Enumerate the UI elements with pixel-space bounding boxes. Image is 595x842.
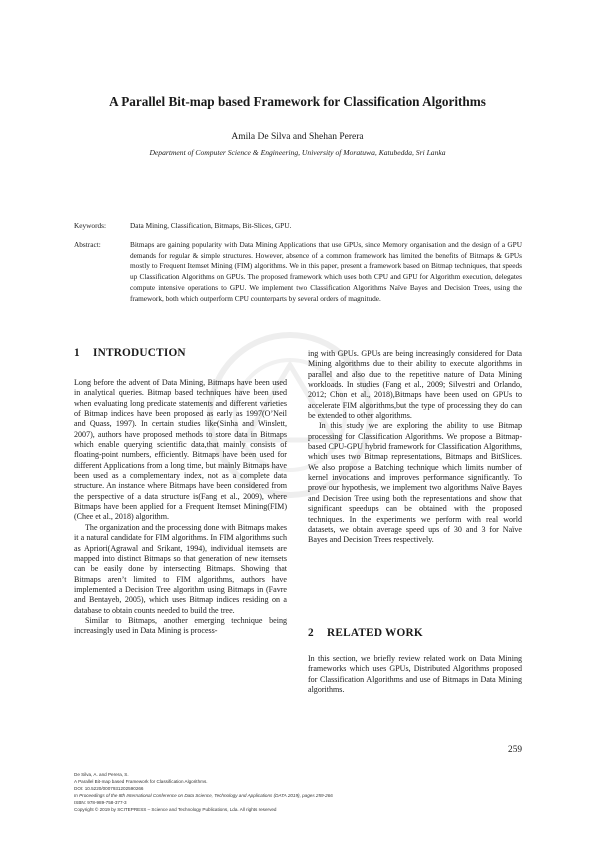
related-work-text xyxy=(308,654,522,695)
left-column xyxy=(74,378,287,637)
section-heading-related-work xyxy=(308,627,423,639)
footer-line: DOI: 10.5220/0007931202590266 xyxy=(74,786,144,792)
page-number: 259 xyxy=(508,745,522,755)
paragraph: Similar to Bitmaps, another emerging technique being increasingly used in Data Mining is process- xyxy=(74,615,287,636)
author-list: Amila De Silva and Shehan Perera xyxy=(231,132,364,142)
paragraph: In this study we are exploring the ability to use Bitmap processing for Classification Algorithms. We propose a Bitmap-based CPU-GPU hybrid framework for Classification Algorithms, which uses two Bitmap representations, Bitmaps and BitSlices. We also propose a Batching technique which limits number of kernel invocations and improves performance significantly. To prove our hypothesis, we implement two algorithms Naïve Bayes and Decision Tree using both the representations and show that significant speedups can be obtained with the proposed techniques. In the experiments we perform with real world datasets, we obtain average speed ups of 30 and 3 for Naïve Bayes and Decision Trees respectively. xyxy=(308,421,522,545)
paragraph: The organization and the processing done with Bitmaps makes it a natural candidate for FIM algorithms. In FIM algorithms such as Apriori(Agrawal and Srikant, 1994), individual itemsets are mapped into distinct Bitmaps so that generation of new itemsets can be easily done by intersecting Bitmaps. Showing that Bitmaps aren’t limited to FIM algorithms, authors have implemented a Decision Tree algorithm using Bitmaps in (Favre and Bentayeb, 2005), which uses Bitmap indices residing on a database to obtain counts needed to build the tree. xyxy=(74,522,287,615)
keywords-label: Keywords: xyxy=(74,221,107,230)
paragraph: Long before the advent of Data Mining, Bitmaps have been used in analytical queries. Bitmap based techniques have been used when evaluating long predicate statements and different varieties of Bitmap indices have been proposed as early as 1997(O’Neil and Quass, 1997). In certain studies like(Sinha and Winslett, 2007), authors have proposed methods to store data in Bitmaps which enable querying scientific data,that mainly consists of floating-point numbers, efficiently. Bitmaps have been used for different Applications from a long time, but mainly Bitmaps have been used as a complementary index, not as a complete data structure. An instance where Bitmaps have been considered from the perspective of a data structure is(Fang et al., 2009), where Bitmaps have been applied for a Frequent Itemset Mining(FIM)(Chee et al., 2018) algorithm. xyxy=(74,378,287,522)
keywords-text: Data Mining, Classification, Bitmaps, Bit-Slices, GPU. xyxy=(130,221,292,230)
section-number: 2 xyxy=(308,627,314,639)
footer-line: ISBN: 978-989-758-377-3 xyxy=(74,800,127,806)
section-number: 1 xyxy=(74,347,80,359)
affiliation: Department of Computer Science & Engineering, University of Moratuwa, Katubedda, Sri Lanka xyxy=(149,148,446,157)
footer-line: A Parallel Bit-map based Framework for Classification Algorithms. xyxy=(74,779,208,785)
section-title: INTRODUCTION xyxy=(93,347,186,359)
footer-line: De Silva, A. and Perera, S. xyxy=(74,772,129,777)
footer-line: In Proceedings of the 8th International Conference on Data Science, Technology and Applications (DATA 2019), pages 259-266 xyxy=(74,793,333,799)
right-column xyxy=(308,349,522,546)
footer-line: Copyright © 2019 by SCITEPRESS – Science and Technology Publications, Lda. All rights reserved xyxy=(74,807,277,813)
section-heading-introduction xyxy=(74,347,186,359)
paragraph: In this section, we briefly review related work on Data Mining frameworks which uses GPUs, Distributed Algorithms proposed for Classification Algorithms and use of Bitmaps in Data Mining algorithms. xyxy=(308,654,522,695)
abstract-text: Bitmaps are gaining popularity with Data Mining Applications that use GPUs, since Memory organisation and the design of a GPU demands for regular & simple structures. However, absence of a common framework has limited the benefits of Bitmaps & GPUs mostly to Frequent Itemset Mining (FIM) algorithms. We in this paper, present a framework based on Bitmap techniques, that speeds up Classification Algorithms on GPUs. The proposed framework which uses both CPU and GPU for Algorithm execution, delegates compute intensive operations to GPU. We implement two Classification Algorithms Naïve Bayes and Decision Trees, using the framework, both which outperform CPU counterparts by several orders of magnitude. xyxy=(130,240,522,303)
paragraph: ing with GPUs. GPUs are being increasingly considered for Data Mining algorithms due to their ability to execute algorithms in parallel and also due to the repetitive nature of Data Mining workloads. In studies (Fang et al., 2009; Silvestri and Orlando, 2012; Chon et al., 2018),Bitmaps have been used on GPUs to accelerate FIM algorithms,but the type of processing they do can be extended to other algorithms. xyxy=(308,349,522,421)
abstract-label: Abstract: xyxy=(74,240,101,249)
citation-footer xyxy=(74,771,333,813)
paper-title: A Parallel Bit-map based Framework for Classification Algorithms xyxy=(109,94,486,109)
section-title: RELATED WORK xyxy=(327,627,423,639)
